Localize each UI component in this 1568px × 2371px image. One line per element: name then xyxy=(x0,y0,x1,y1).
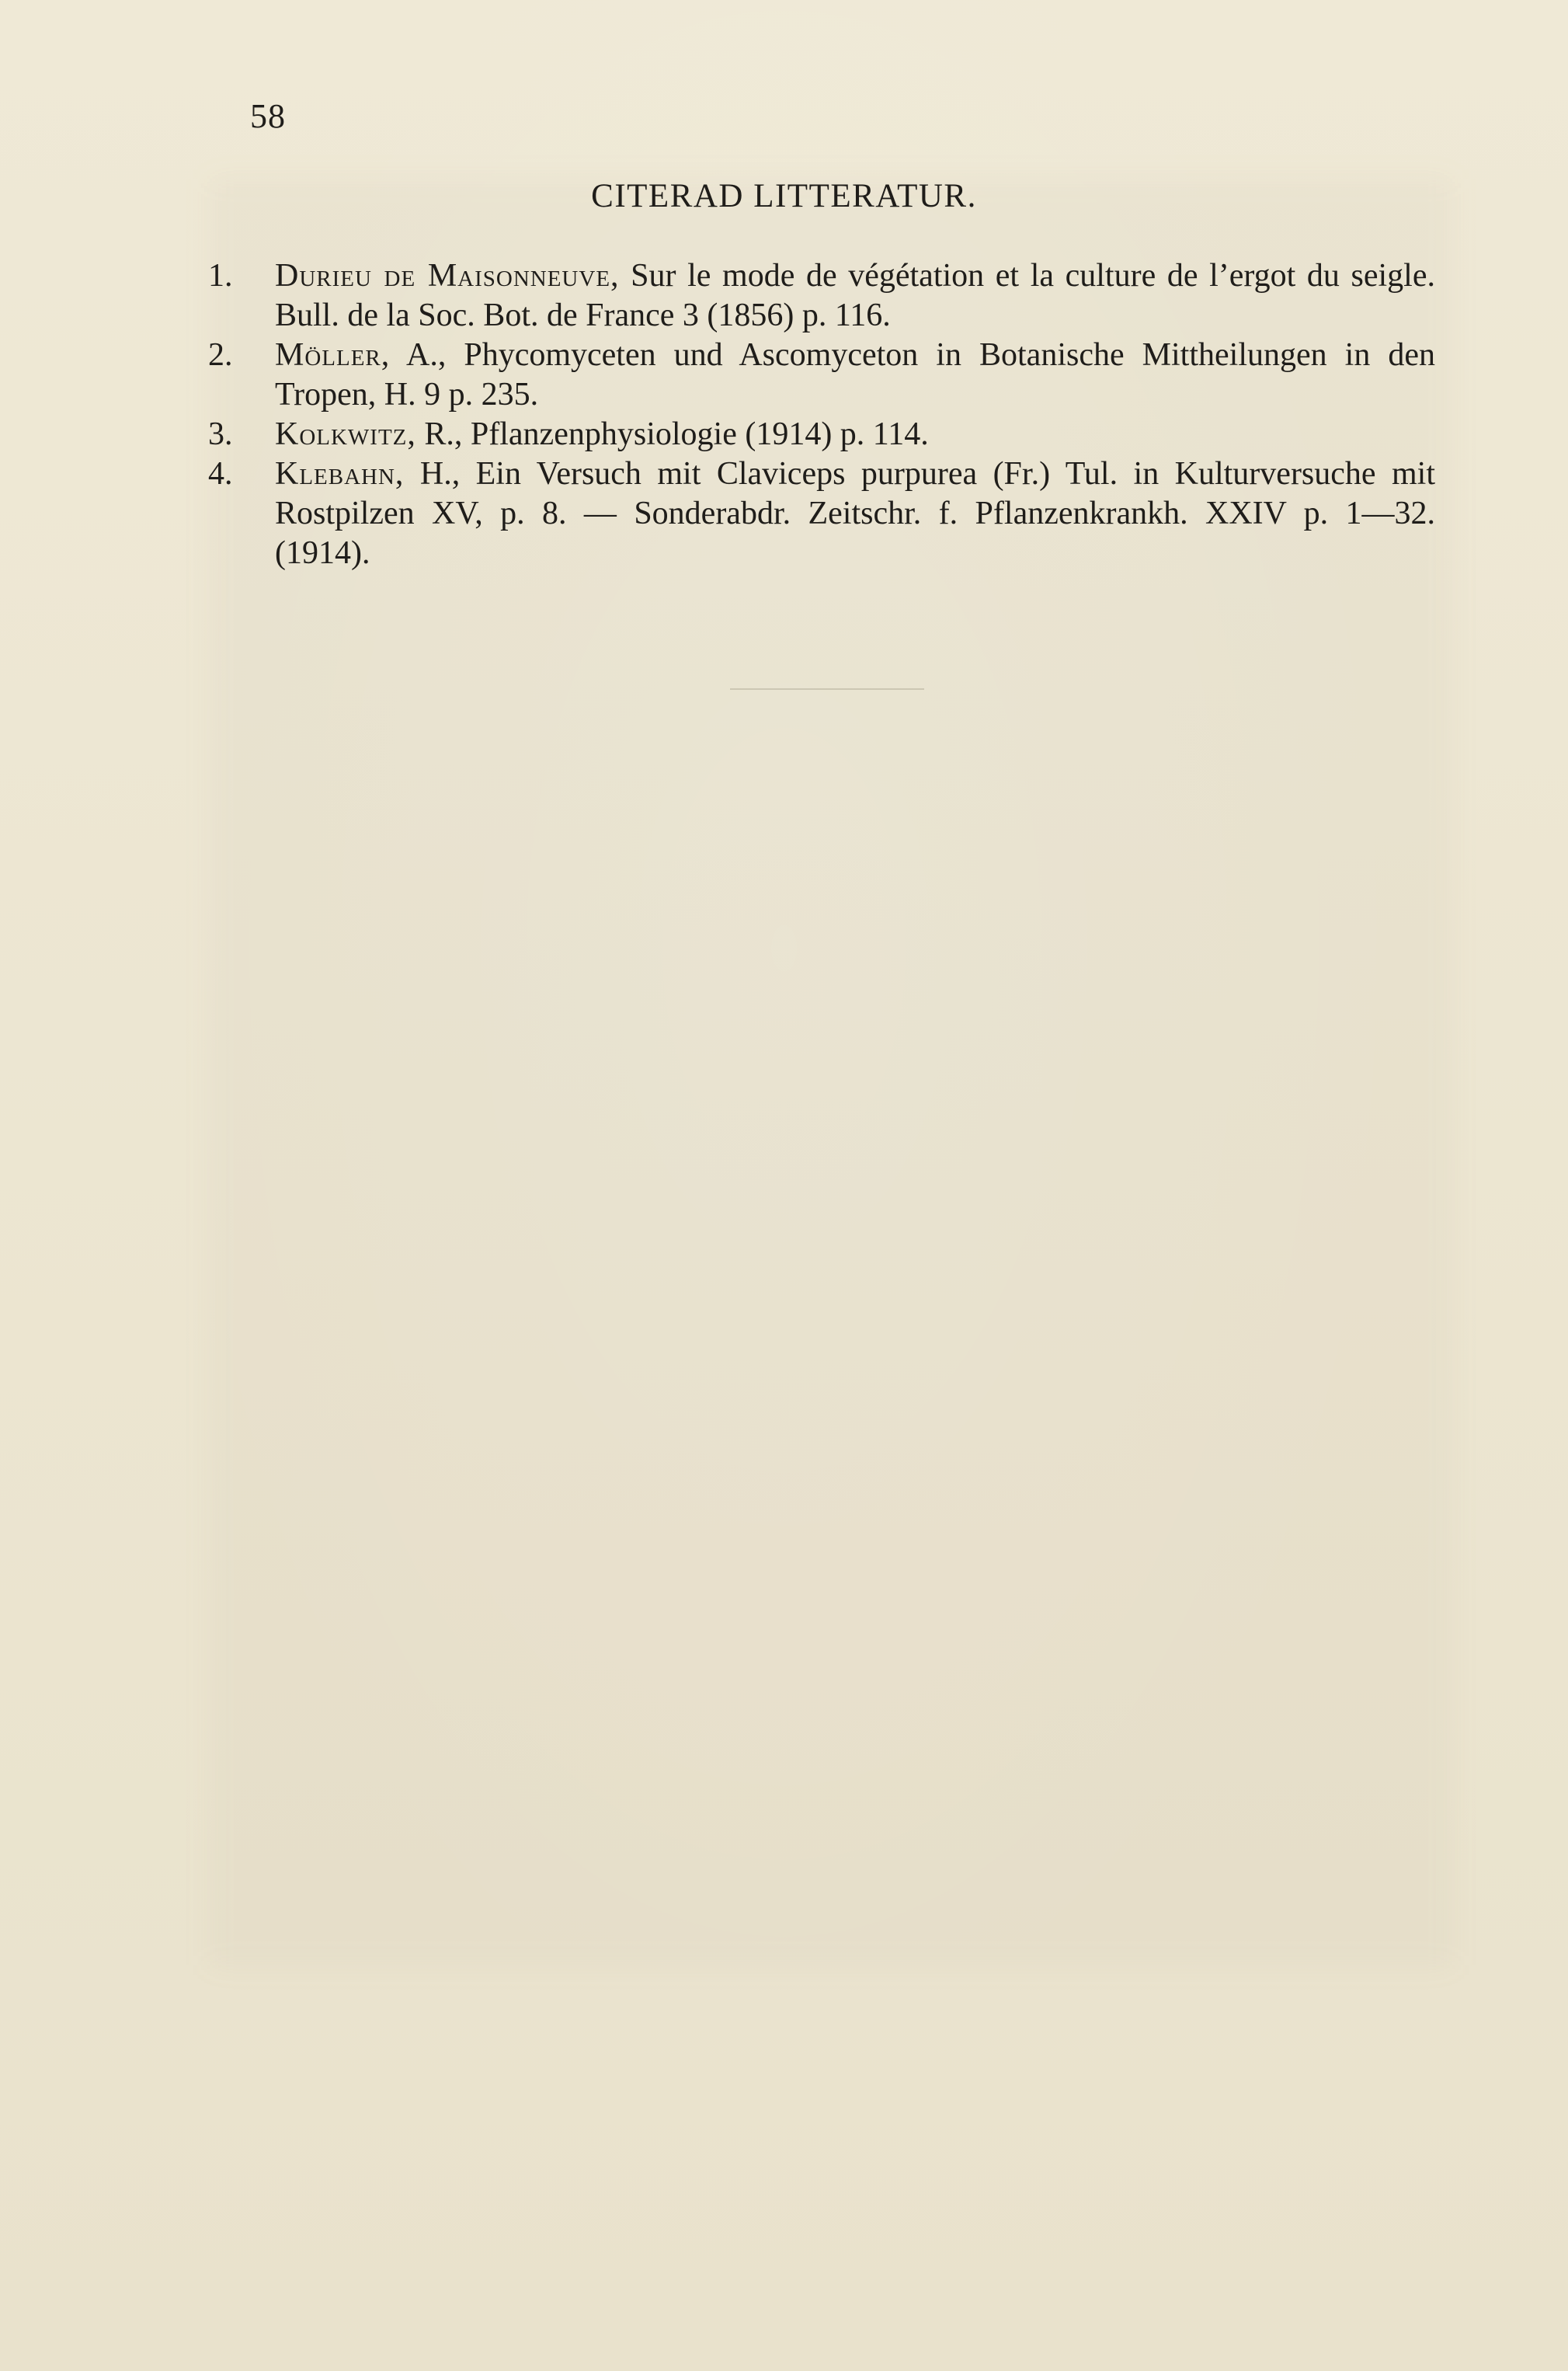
reference-text: A., Phycomyceten und Ascomyceton in Botanische Mittheilungen in den Tropen, H. 9 p. 235. xyxy=(275,337,1435,413)
section-heading: CITERAD LITTERATUR. xyxy=(591,178,977,214)
reference-item xyxy=(208,454,1435,573)
page-number: 58 xyxy=(250,97,286,135)
reference-text: R., Pflanzenphysiologie (1914) p. 114. xyxy=(415,416,929,452)
reference-text: H., Ein Versuch mit Claviceps purpurea (Fr.) Tul. in Kulturversuche mit Rostpilzen XV, p. 8. — Sonderabdr. Zeitschr. f. Pflanzenkrankh. XXIV p. 1—32. (1914). xyxy=(275,456,1435,571)
reference-item xyxy=(208,415,1435,454)
reference-number: 4. xyxy=(208,456,233,492)
reference-number: 3. xyxy=(208,416,233,452)
reference-text: Sur le mode de végétation et la culture de l’ergot du seigle. Bull. de la Soc. Bot. de France 3 (1856) p. 116. xyxy=(275,258,1435,333)
reference-item xyxy=(208,336,1435,415)
reference-list xyxy=(208,256,1435,573)
divider-rule xyxy=(730,688,924,690)
reference-author: Möller, xyxy=(275,337,391,373)
reference-author: Klebahn, xyxy=(275,456,405,492)
reference-author: Kolkwitz, xyxy=(275,416,416,452)
reference-number: 1. xyxy=(208,258,233,294)
reference-number: 2. xyxy=(208,337,233,373)
reference-author: Durieu de Maisonneuve, xyxy=(275,258,620,294)
reference-item xyxy=(208,256,1435,336)
